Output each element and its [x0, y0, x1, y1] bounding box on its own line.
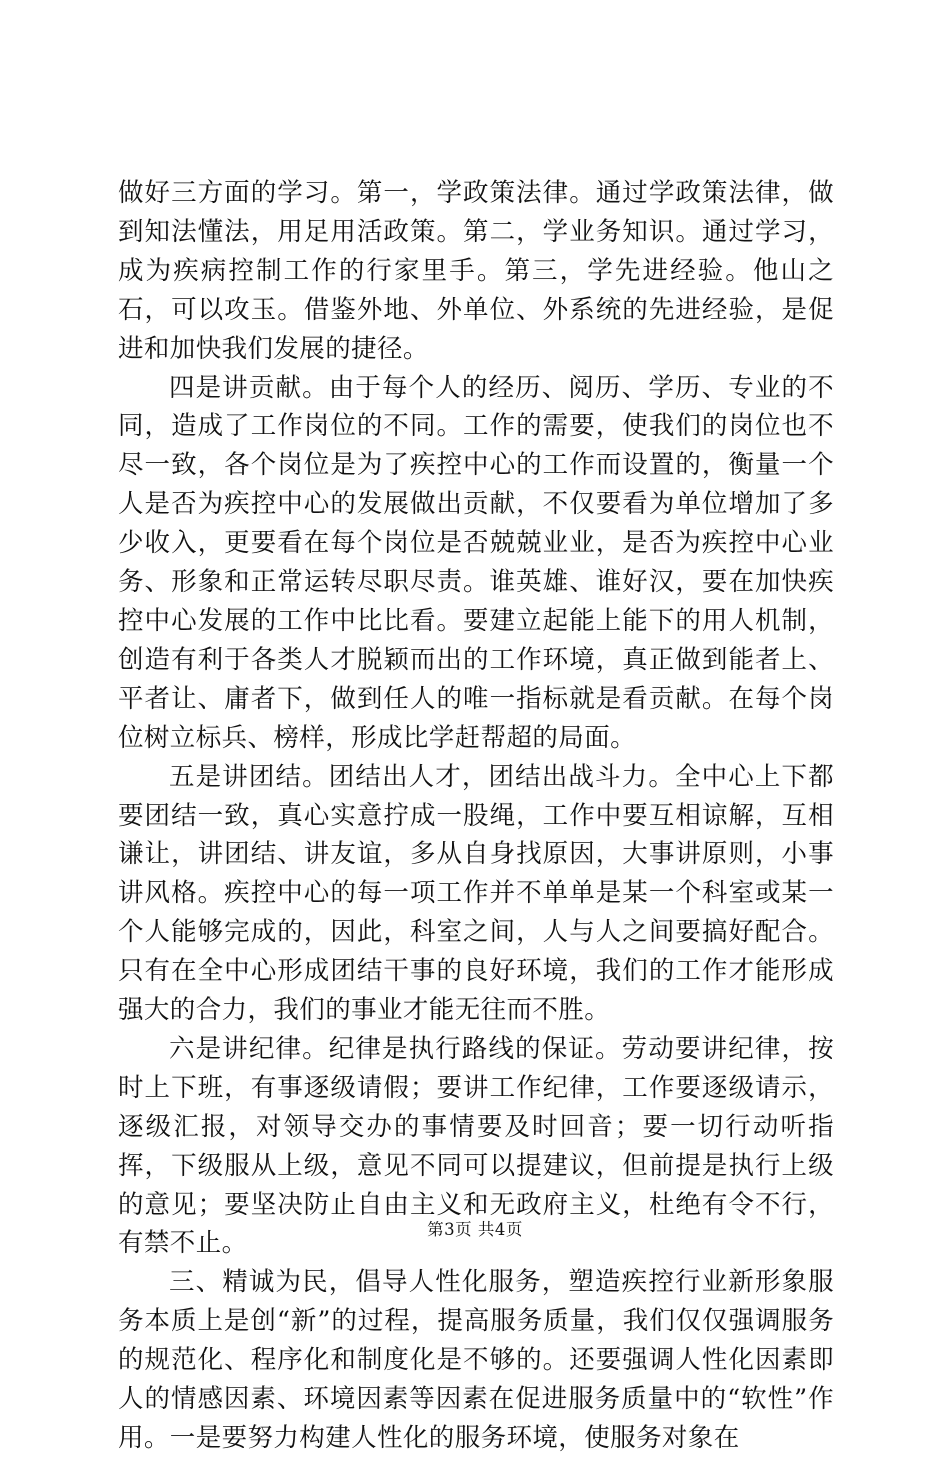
- paragraph-contribution: 四是讲贡献。由于每个人的经历、阅历、学历、专业的不同，造成了工作岗位的不同。工作的需要，使我们的岗位也不尽一致，各个岗位是为了疾控中心的工作而设置的，衡量一个人是否为疾控中心的发展做出贡献，不仅要看为单位增加了多少收入，更要看在每个岗位是否兢兢业业，是否为疾控中心业务、形象和正常运转尽职尽责。谁英雄、谁好汉，要在加快疾控中心发展的工作中比比看。要建立起能上能下的用人机制，创造有利于各类人才脱颖而出的工作环境，真正做到能者上、平者让、庸者下，做到任人的唯一指标就是看贡献。在每个岗位树立标兵、榜样，形成比学赶帮超的局面。: [118, 372, 834, 753]
- document-body: [118, 174, 834, 1458]
- paragraph-continuation: 做好三方面的学习。第一，学政策法律。通过学政策法律，做到知法懂法，用足用活政策。第二，学业务知识。通过学习，成为疾病控制工作的行家里手。第三，学先进经验。他山之石，可以攻玉。借鉴外地、外单位、外系统的先进经验，是促进和加快我们发展的捷径。: [118, 178, 834, 364]
- paragraph-unity: 五是讲团结。团结出人才，团结出战斗力。全中心上下都要团结一致，真心实意拧成一股绳，工作中要互相谅解，互相谦让，讲团结、讲友谊，多从自身找原因，大事讲原则，小事讲风格。疾控中心的每一项工作并不单单是某一个科室或某一个人能够完成的，因此，科室之间，人与人之间要搞好配合。只有在全中心形成团结干事的良好环境，我们的工作才能形成强大的合力，我们的事业才能无往而不胜。: [118, 761, 834, 1026]
- paragraph-discipline: 六是讲纪律。纪律是执行路线的保证。劳动要讲纪律，按时上下班，有事逐级请假；要讲工作纪律，工作要逐级请示，逐级汇报，对领导交办的事情要及时回音；要一切行动听指挥，下级服从上级，意见不同可以提建议，但前提是执行上级的意见；要坚决防止自由主义和无政府主义，杜绝有令不行，有禁不止。: [118, 1033, 834, 1259]
- paragraph-service: 三、精诚为民，倡导人性化服务，塑造疾控行业新形象服务本质上是创“新”的过程，提高服务质量，我们仅仅强调服务的规范化、程序化和制度化是不够的。还要强调人性化因素即人的情感因素、环境因素等因素在促进服务质量中的“软性”作用。一是要努力构建人性化的服务环境，使服务对象在: [118, 1267, 834, 1453]
- page-footer: 第3页 共4页: [427, 1220, 523, 1239]
